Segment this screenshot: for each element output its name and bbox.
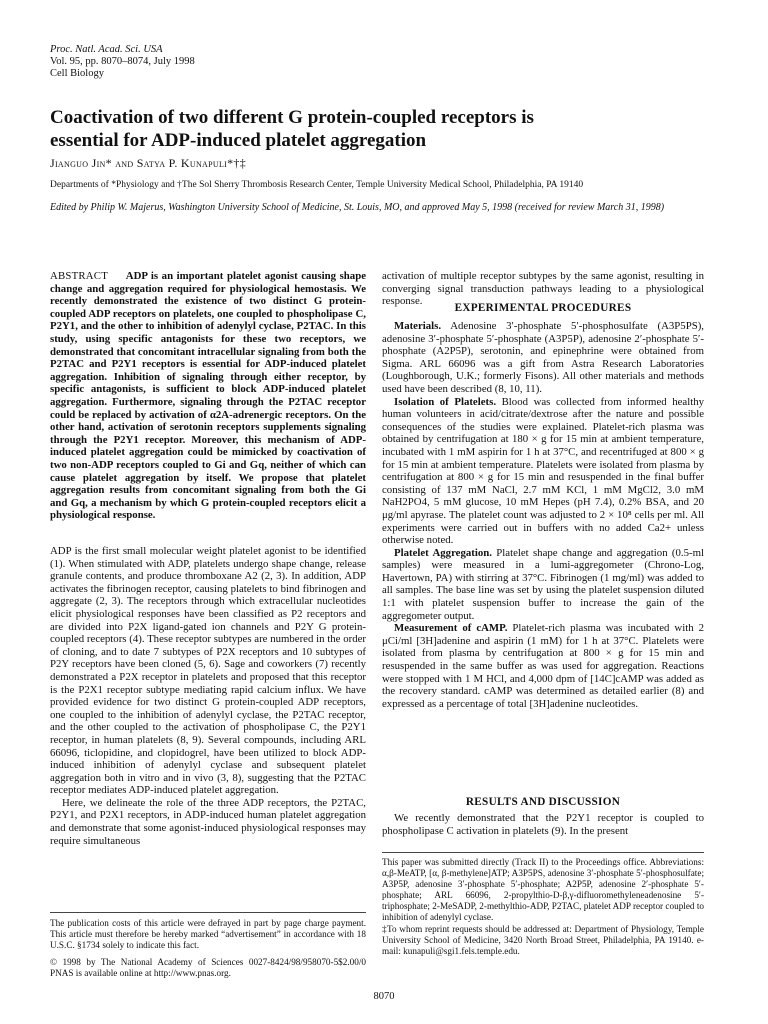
- title-line-2: essential for ADP-induced platelet aggregation: [50, 130, 427, 151]
- title-line-1: Coactivation of two different G protein-coupled receptors is: [50, 107, 534, 128]
- results-paragraph: We recently demonstrated that the P2Y1 receptor is coupled to phospholipase C activation in platelets (9). In the present: [382, 812, 704, 837]
- isolation-paragraph: [382, 396, 704, 547]
- materials-label: Materials.: [394, 320, 442, 332]
- results-section: [382, 812, 704, 837]
- intro-paragraph-1: ADP is the first small molecular weight platelet agonist to be identified (1). When stimulated with ADP, platelets undergo shape change, release granule contents, and produce thromboxane A2 (2, 3). In addition, ADP activates the fibrinogen receptor, causing platelets to bind fibrinogen and aggregate (2, 3). The receptors through which extracellular nucleotides elicit physiological responses have been classified as P2 receptors and are divided into P2X ligand-gated ion channels and P2Y G protein-coupled receptors (4). These receptor subtypes are numbered in the order of cloning, and to date 7 subtypes of P2X receptors and 10 subtypes of P2Y receptors have been cloned (5, 6). Sage and coworkers (7) recently demonstrated a P2X receptor in platelets and proposed that this receptor is the P2X1 receptor subtype mediating rapid calcium influx. We have provided evidence for two distinct G protein-coupled ADP receptors, one coupled to the inhibition of adenylyl cyclase, the P2TAC receptor, and the other coupled to the activation of phospholipase C, the P2Y1 receptor, in human platelets (8, 9). Several compounds, including ARL 66096, ticlopidine, and clopidogrel, have been utilized to block ADP-induced inhibition of adenylyl cyclase and subsequent platelet aggregation both in vitro and in vivo (3, 8), suggesting that the P2TAC receptor mediates ADP-induced platelet aggregation.: [50, 545, 366, 797]
- footnote-divider-left: [50, 912, 366, 913]
- copyright-note: © 1998 by The National Academy of Sciences 0027-8424/98/958070-5$2.00/0 PNAS is available online at http://www.pnas.org.: [50, 957, 366, 978]
- journal-name: Proc. Natl. Acad. Sci. USA: [50, 44, 163, 55]
- methods-section: [382, 320, 704, 710]
- introduction: [50, 545, 366, 847]
- camp-text: Platelet-rich plasma was incubated with 2 μCi/ml [3H]adenine and aspirin (1 mM) for 1 h at 37°C. Platelets were isolated from plasma by centrifugation at 800 × g for 15 min and resuspended in the same buffer as was used for aggregation. Reactions were stopped with 1 M HCl, and 4,000 dpm of [14C]cAMP was added as the recovery standard. cAMP was determined as detailed earlier (8) and expressed as a percentage of total [3H]adenine nucleotides.: [382, 622, 704, 710]
- edited-by: Edited by Philip W. Majerus, Washington University School of Medicine, St. Louis, MO, and approved May 5, 1998 (received for review March 31, 1998): [50, 202, 665, 213]
- aggregation-paragraph: [382, 547, 704, 623]
- article-title: [50, 106, 710, 152]
- journal-section: Cell Biology: [50, 68, 104, 79]
- intro-paragraph-2: Here, we delineate the role of the three ADP receptors, the P2TAC, P2Y1, and P2X1 receptors, in ADP-induced human platelet aggregation and demonstrate that some agonist-induced physiological responses may require simultaneous: [50, 796, 366, 847]
- abstract-label: ABSTRACT: [50, 270, 108, 282]
- results-heading: RESULTS AND DISCUSSION: [465, 796, 621, 808]
- publication-charge-note: The publication costs of this article were defrayed in part by page charge payment. This article must therefore be hereby marked “advertisement” in accordance with 18 U.S.C. §1734 solely to indicate this fact.: [50, 918, 366, 950]
- camp-paragraph: [382, 622, 704, 710]
- footnote-right: [382, 857, 704, 957]
- intro-continuation: activation of multiple receptor subtypes by the same agonist, resulting in converging signal transduction pathways leading to a physiological response.: [382, 270, 704, 308]
- page-number: 8070: [373, 991, 395, 1002]
- aggregation-label: Platelet Aggregation.: [394, 546, 492, 559]
- reprint-note: ‡To whom reprint requests should be addressed at: Department of Physiology, Temple University School of Medicine, 3420 North Broad Street, Philadelphia, PA 19140. e-mail: kunapuli@sgi1.fels.temple.edu.: [382, 924, 704, 956]
- camp-label: Measurement of cAMP.: [394, 622, 508, 635]
- isolation-text: Blood was collected from informed healthy human volunteers in acid/citrate/dextrose after the nature and possible consequences of the studies were explained. Platelet-rich plasma was obtained by centrifugation at 180 × g for 15 min at ambient temperature, incubated with 1 mM aspirin for 1 h at 37°C, and recentrifuged at 800 × g for 15 min at ambient temperature. Platelets were isolated from plasma by centrifugation at 800 × g for 15 min and resuspended in the final buffer consisting of 137 mM NaCl, 2.7 mM KCl, 1 mM MgCl2, 3.0 mM NaH2PO4, 5 mM glucose, 10 mM Hepes (pH 7.4), 0.2% BSA, and 20 μg/ml apyrase. The platelet count was adjusted to 2 × 10⁸ cells per ml. All experiments were carried out in buffers with no added Ca2+ unless otherwise noted.: [382, 395, 704, 547]
- methods-heading: EXPERIMENTAL PROCEDURES: [454, 302, 632, 314]
- authors: Jianguo Jin* and Satya P. Kunapuli*†‡: [50, 156, 247, 170]
- isolation-label: Isolation of Platelets.: [394, 395, 497, 408]
- materials-paragraph: [382, 320, 704, 396]
- journal-header: [50, 44, 195, 80]
- abstract-text: ADP is an important platelet agonist causing shape change and aggregation required for physiological hemostasis. We recently demonstrated the existence of two distinct G protein-coupled ADP receptors on platelets, one coupled to phospholipase C, P2Y1, and the other to inhibition of adenylyl cyclase, P2TAC. In this study, using specific antagonists for these two receptors, we demonstrated that concomitant intracellular signaling from both the P2TAC and P2Y1 receptors is essential for ADP-induced platelet aggregation. Inhibition of signaling through either receptor, by specific antagonists, is sufficient to block ADP-induced platelet aggregation. Furthermore, signaling through the P2TAC receptor could be replaced by activation of α2A-adrenergic receptors. On the other hand, activation of serotonin receptors supplements signaling through the P2Y1 receptor. Moreover, this mechanism of ADP-induced platelet aggregation could be mimicked by coactivation of two non-ADP receptors coupled to Gi and Gq, neither of which can cause platelet aggregation by itself. We propose that platelet aggregation results from concomitant signaling from both the Gi and Gq, a mechanism by which G protein-coupled receptors elicit a physiological response.: [50, 270, 366, 522]
- materials-text: Adenosine 3′-phosphate 5′-phosphosulfate (A3P5PS), adenosine 3′-phosphate 5′-phosphate (A3P5P), adenosine 2′-phosphate 5′-phosphate (A2P5P), serotonin, and epinephrine were obtained from Sigma. ARL 66096 was a gift from Astra Research Laboratories (Loughborough, U.K.; formerly Fisons). All other materials and methods used have been described (8, 10, 11).: [382, 320, 704, 395]
- abbreviations-note: This paper was submitted directly (Track II) to the Proceedings office. Abbreviations: α,β-MeATP, [α, β-methylene]ATP; A3P5PS, adenosine 3′-phosphate 5′-phosphosulfate; A3P5P, adenosine 3′-phosphate 5′-phosphate; A2P5P, adenosine 2′-phosphate 5′-phosphate; ARL 66096, 2-propylthio-D-β,γ-difluoromethyleneadenosine 5′-triphosphate; 2-MeSADP, 2-methylthio-ADP, P2TAC, platelet ADP receptor coupled to inhibition of adenylyl cyclase.: [382, 857, 704, 922]
- footnote-left: [50, 918, 366, 979]
- journal-volume: Vol. 95, pp. 8070–8074, July 1998: [50, 56, 195, 67]
- abstract: [50, 270, 366, 522]
- affiliation: Departments of *Physiology and †The Sol Sherry Thrombosis Research Center, Temple University Medical School, Philadelphia, PA 19140: [50, 180, 584, 190]
- aggregation-text: Platelet shape change and aggregation (0.5-ml samples) were measured in a lumi-aggregometer (Chrono-Log, Havertown, PA) with stirring at 37°C. Fibrinogen (1 mg/ml) was added to all samples. The base line was set by using the platelet suspension diluted 1:1 with platelet suspension buffer to increase the gain of the aggregometer output.: [382, 546, 704, 622]
- footnote-divider-right: [382, 852, 704, 853]
